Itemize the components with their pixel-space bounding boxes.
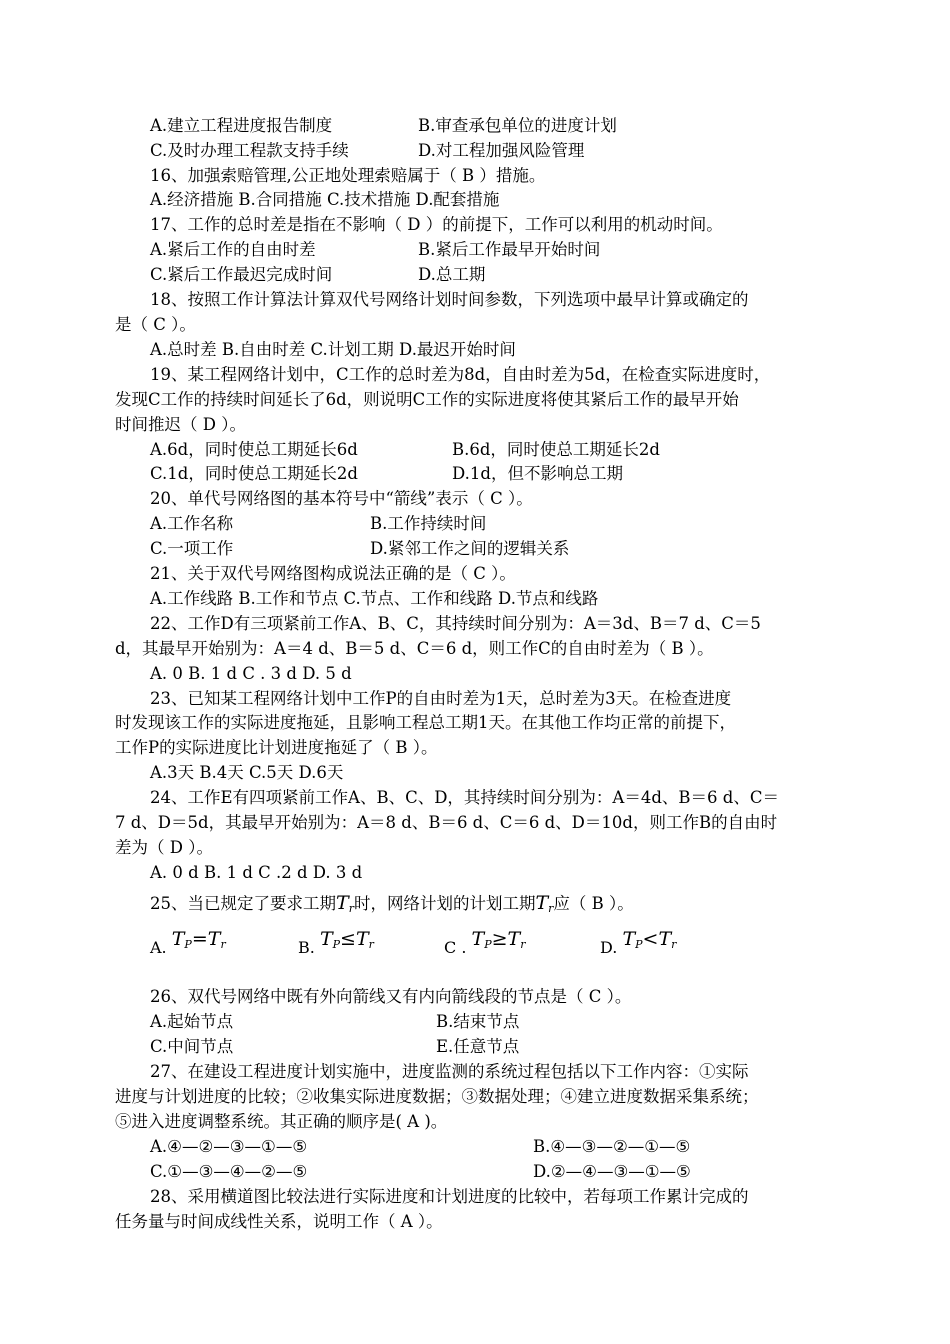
- option-line: B.工作持续时间: [370, 514, 487, 533]
- question-25-text: 应（ B ）。: [553, 894, 634, 913]
- math-T-r: $T_r$: [535, 892, 554, 915]
- option-line: B.审查承包单位的进度计划: [418, 116, 617, 135]
- question-23: 23、已知某工程网络计划中工作P的自由时差为1天，总时差为3天。在检查进度: [150, 689, 732, 708]
- question-20: 20、单代号网络图的基本符号中“箭线”表示（ C ）。: [150, 489, 533, 508]
- option-line: C.紧后工作最迟完成时间: [150, 265, 333, 284]
- option-line: A.紧后工作的自由时差: [150, 240, 316, 259]
- question-18-cont: 是（ C ）。: [115, 315, 196, 334]
- question-22: 22、工作D有三项紧前工作A、B、C，其持续时间分别为：A＝3d、B＝7 d、C＝5: [150, 614, 761, 633]
- question-25-option-d: D. $T_P<T_r$: [600, 928, 677, 957]
- question-16-options: A.经济措施 B.合同措施 C.技术措施 D.配套措施: [150, 190, 500, 209]
- question-26: 26、双代号网络中既有外向箭线又有内向箭线段的节点是（ C ）。: [150, 987, 632, 1006]
- question-25-text: 25、当已规定了要求工期: [150, 894, 336, 913]
- question-16: 16、加强索赔管理,公正地处理索赔属于（ B ）措施。: [150, 166, 546, 185]
- question-17: 17、工作的总时差是指在不影响（ D ）的前提下，工作可以利用的机动时间。: [150, 215, 723, 234]
- option-line: C.一项工作: [150, 539, 234, 558]
- question-19-cont: 时间推迟（ D ）。: [115, 415, 246, 434]
- option-line: A.6d，同时使总工期延长6d: [150, 440, 358, 459]
- option-line: B.6d，同时使总工期延长2d: [452, 440, 660, 459]
- question-27: 27、在建设工程进度计划实施中，进度监测的系统过程包括以下工作内容：①实际: [150, 1062, 749, 1081]
- question-22-options: A. 0 B. 1 d C . 3 d D. 5 d: [150, 664, 352, 683]
- option-line: D.对工程加强风险管理: [418, 141, 585, 160]
- option-line: A.④—②—③—①—⑤: [150, 1137, 308, 1156]
- question-24-options: A. 0 d B. 1 d C .2 d D. 3 d: [150, 863, 363, 882]
- option-line: B.紧后工作最早开始时间: [418, 240, 601, 259]
- question-23-cont: 时发现该工作的实际进度拖延，且影响工程总工期1天。在其他工作均正常的前提下，: [115, 713, 736, 732]
- option-line: D.总工期: [418, 265, 486, 284]
- question-24-cont: 差为（ D ）。: [115, 838, 213, 857]
- option-line: E.任意节点: [436, 1037, 520, 1056]
- question-24: 24、工作E有四项紧前工作A、B、C、D，其持续时间分别为：A＝4d、B＝6 d、C＝: [150, 788, 779, 807]
- option-line: C.①—③—④—②—⑤: [150, 1162, 308, 1181]
- question-28: 28、采用横道图比较法进行实际进度和计划进度的比较中，若每项工作累计完成的: [150, 1187, 749, 1206]
- question-25-option-a: A. $T_P=T_r$: [150, 928, 226, 957]
- question-27-cont: ⑤进入进度调整系统。其正确的顺序是( A )。: [115, 1112, 448, 1131]
- question-25-text: 时，网络计划的计划工期: [353, 894, 536, 913]
- option-line: D.1d，但不影响总工期: [452, 464, 623, 483]
- option-line: A.起始节点: [150, 1012, 234, 1031]
- question-25: [150, 891, 895, 921]
- question-24-cont: 7 d、D＝5d，其最早开始别为：A＝8 d、B＝6 d、C＝6 d、D＝10d，则工作B的自由时: [115, 813, 778, 832]
- question-23-cont: 工作P的实际进度比计划进度拖延了（ B ）。: [115, 738, 438, 757]
- question-23-options: A.3天 B.4天 C.5天 D.6天: [150, 763, 344, 782]
- option-line: C.及时办理工程款支持手续: [150, 141, 349, 160]
- option-line: D.②—④—③—①—⑤: [533, 1162, 691, 1181]
- option-line: A.建立工程进度报告制度: [150, 116, 333, 135]
- option-line: C.中间节点: [150, 1037, 234, 1056]
- question-21: 21、关于双代号网络图构成说法正确的是（ C ）。: [150, 564, 516, 583]
- option-line: A.工作名称: [150, 514, 234, 533]
- math-T-r: $T_r$: [336, 892, 354, 915]
- question-25-option-c: C . $T_P\ge T_r$: [444, 928, 526, 957]
- question-19-cont: 发现C工作的持续时间延长了6d，则说明C工作的实际进度将使其紧后工作的最早开始: [115, 390, 739, 409]
- question-27-cont: 进度与计划进度的比较；②收集实际进度数据；③数据处理；④建立进度数据采集系统；: [115, 1087, 759, 1106]
- option-line: B.结束节点: [436, 1012, 520, 1031]
- question-19: 19、某工程网络计划中，C工作的总时差为8d，自由时差为5d，在检查实际进度时，: [150, 365, 771, 384]
- question-18: 18、按照工作计算法计算双代号网络计划时间参数，下列选项中最早计算或确定的: [150, 290, 749, 309]
- option-line: C.1d，同时使总工期延长2d: [150, 464, 358, 483]
- question-18-options: A.总时差 B.自由时差 C.计划工期 D.最迟开始时间: [150, 340, 516, 359]
- option-line: B.④—③—②—①—⑤: [533, 1137, 691, 1156]
- question-25-option-b: B. $T_P\le T_r$: [298, 928, 374, 957]
- option-line: D.紧邻工作之间的逻辑关系: [370, 539, 570, 558]
- question-21-options: A.工作线路 B.工作和节点 C.节点、工作和线路 D.节点和线路: [150, 589, 599, 608]
- question-22-cont: d，其最早开始别为：A＝4 d、B＝5 d、C＝6 d，则工作C的自由时差为（ B ）。: [115, 639, 714, 658]
- question-28-cont: 任务量与时间成线性关系，说明工作（ A ）。: [115, 1212, 443, 1231]
